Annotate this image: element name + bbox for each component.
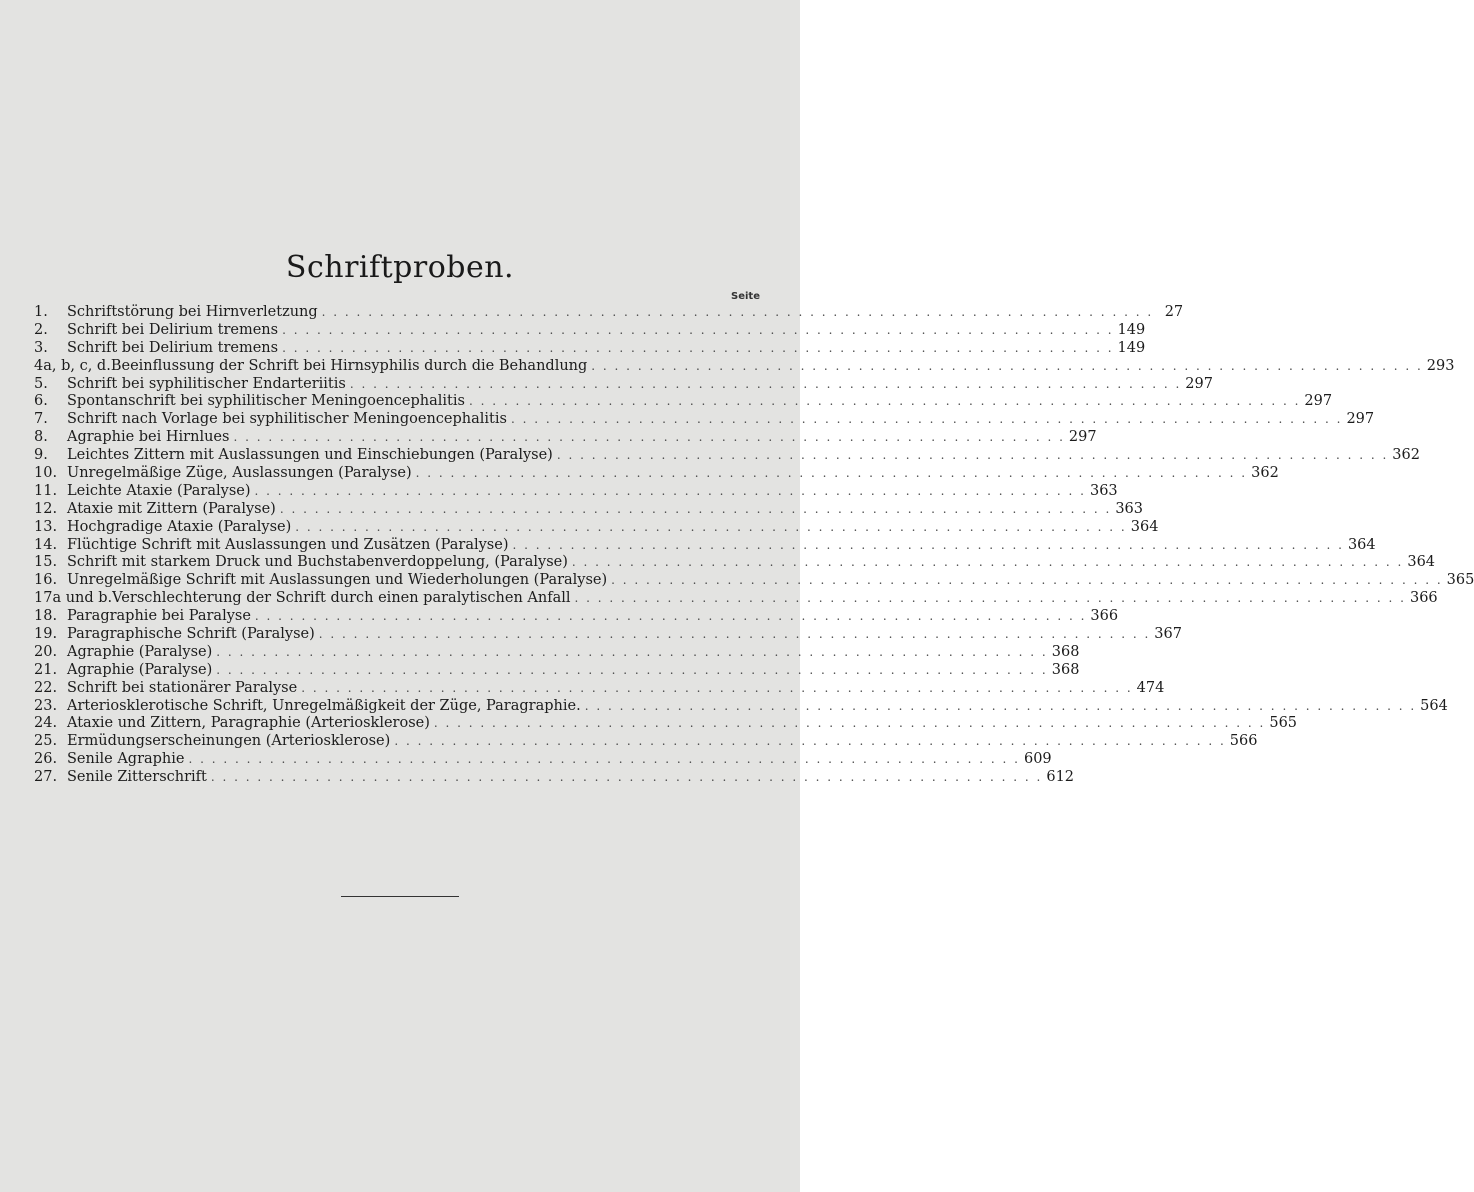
dot-leader xyxy=(511,411,1342,429)
dot-leader xyxy=(255,608,1086,626)
entry-page: 297 xyxy=(1346,411,1375,428)
list-item xyxy=(34,518,1159,537)
entry-number: 12. xyxy=(34,500,58,517)
list-item xyxy=(34,643,1080,662)
entry-number: 7. xyxy=(34,411,48,428)
dot-leader xyxy=(557,447,1388,465)
entry-text: Unregelmäßige Schrift mit Auslassungen und Wiederholungen (Paralyse) xyxy=(67,572,608,589)
list-item xyxy=(34,447,1420,465)
page-column-header: Seite xyxy=(731,291,760,302)
entry-text: Hochgradige Ataxie (Paralyse) xyxy=(67,518,292,535)
entry-number: 1. xyxy=(34,304,48,320)
list-item xyxy=(34,572,1474,590)
entry-text: Leichte Ataxie (Paralyse) xyxy=(67,482,251,499)
entry-text: Schrift bei Delirium tremens xyxy=(67,321,279,338)
dot-leader xyxy=(211,769,1042,787)
entry-number: 3. xyxy=(34,339,48,356)
list-item xyxy=(34,465,1279,483)
entry-page: 564 xyxy=(1420,697,1448,714)
dot-leader xyxy=(301,680,1132,698)
dot-leader xyxy=(322,304,1153,322)
entry-number: 2. xyxy=(34,321,48,338)
entry-page: 366 xyxy=(1409,590,1438,607)
entry-number: 16. xyxy=(34,572,58,589)
entry-text: Arteriosklerotische Schrift, Unregelmäßigkeit der Züge, Paragraphie. xyxy=(67,697,581,714)
entry-number: 15. xyxy=(34,554,58,571)
list-item xyxy=(34,321,1146,340)
contents-list xyxy=(34,304,1474,787)
entry-number: 6. xyxy=(34,393,48,410)
list-item xyxy=(34,769,1075,787)
entry-text: Agraphie (Paralyse) xyxy=(67,643,213,660)
list-item xyxy=(34,554,1436,572)
dot-leader xyxy=(512,537,1343,555)
entry-page: 362 xyxy=(1392,447,1420,464)
entry-number: 25. xyxy=(34,733,58,750)
list-item xyxy=(34,751,1052,769)
entry-page: 368 xyxy=(1051,643,1080,660)
dot-leader xyxy=(280,501,1111,519)
list-item xyxy=(34,500,1143,519)
entry-number: 24. xyxy=(34,715,58,732)
list-item xyxy=(34,661,1080,680)
entry-number: 20. xyxy=(34,643,58,660)
dot-leader xyxy=(189,751,1020,769)
dot-leader xyxy=(416,465,1247,483)
entry-number: 14. xyxy=(34,536,58,553)
section-divider xyxy=(341,896,459,897)
entry-text: Schriftstörung bei Hirnverletzung xyxy=(67,304,318,320)
dot-leader xyxy=(572,554,1403,572)
list-item xyxy=(34,375,1213,394)
dot-leader xyxy=(216,662,1047,680)
entry-page: 363 xyxy=(1115,500,1143,517)
entry-text: Ataxie und Zittern, Paragraphie (Arteriosklerose) xyxy=(67,715,430,732)
entry-page: 297 xyxy=(1185,375,1213,392)
entry-text: Unregelmäßige Züge, Auslassungen (Paralyse) xyxy=(67,465,412,482)
entry-page: 364 xyxy=(1407,554,1436,571)
entry-number: 17a und b. xyxy=(34,590,113,607)
list-item xyxy=(34,429,1097,447)
entry-text: Senile Agraphie xyxy=(67,751,185,768)
list-item xyxy=(34,393,1333,411)
dot-leader xyxy=(282,340,1113,358)
dot-leader xyxy=(394,733,1225,751)
entry-text: Agraphie bei Hirnlues xyxy=(67,429,230,446)
list-item xyxy=(34,679,1165,698)
entry-page: 565 xyxy=(1269,715,1298,732)
entry-number: 22. xyxy=(34,679,58,696)
entry-number: 11. xyxy=(34,482,58,499)
list-item xyxy=(34,339,1146,358)
list-item xyxy=(34,697,1448,716)
entry-page: 474 xyxy=(1136,679,1165,696)
entry-number: 23. xyxy=(34,697,58,714)
entry-page: 609 xyxy=(1023,751,1052,768)
list-item xyxy=(34,733,1258,751)
entry-text: Ermüdungserscheinungen (Arteriosklerose) xyxy=(67,733,391,750)
entry-page: 363 xyxy=(1089,482,1118,499)
dot-leader xyxy=(591,358,1422,376)
entry-text: Flüchtige Schrift mit Auslassungen und Zusätzen (Paralyse) xyxy=(67,536,509,553)
list-item xyxy=(34,536,1376,555)
entry-number: 18. xyxy=(34,608,58,625)
entry-number: 27. xyxy=(34,769,58,786)
entry-text: Schrift mit starkem Druck und Buchstabenverdoppelung, (Paralyse) xyxy=(67,554,568,571)
dot-leader xyxy=(611,572,1442,590)
entry-number: 9. xyxy=(34,447,48,464)
entry-text: Agraphie (Paralyse) xyxy=(67,661,213,678)
entry-page: 149 xyxy=(1117,339,1146,356)
entry-text: Schrift bei stationärer Paralyse xyxy=(67,679,298,696)
dot-leader xyxy=(585,698,1416,716)
list-item xyxy=(34,304,1184,322)
list-item xyxy=(34,590,1438,608)
entry-page: 366 xyxy=(1090,608,1119,625)
entry-text: Leichtes Zittern mit Auslassungen und Einschiebungen (Paralyse) xyxy=(67,447,553,464)
list-item xyxy=(34,357,1455,376)
dot-leader xyxy=(282,322,1113,340)
entry-text: Schrift bei Delirium tremens xyxy=(67,339,279,356)
entry-number: 26. xyxy=(34,751,58,768)
entry-text: Schrift bei syphilitischer Endarteriitis xyxy=(67,375,346,392)
list-item xyxy=(34,715,1298,733)
entry-text: Senile Zitterschrift xyxy=(67,769,207,786)
dot-leader xyxy=(434,715,1265,733)
entry-number: 8. xyxy=(34,429,48,446)
entry-text: Schrift nach Vorlage bei syphilitischer Meningoencephalitis xyxy=(67,411,507,428)
dot-leader xyxy=(319,626,1150,644)
entry-page: 364 xyxy=(1347,536,1376,553)
list-item xyxy=(34,626,1182,644)
entry-number: 21. xyxy=(34,661,58,678)
dot-leader xyxy=(469,393,1300,411)
entry-text: Paragraphie bei Paralyse xyxy=(67,608,251,625)
entry-number: 5. xyxy=(34,375,48,392)
dot-leader xyxy=(350,376,1181,394)
entry-text: Ataxie mit Zittern (Paralyse) xyxy=(67,500,276,517)
entry-text: Beeinflussung der Schrift bei Hirnsyphilis durch die Behandlung xyxy=(110,357,588,374)
entry-number: 10. xyxy=(34,465,58,482)
entry-page: 566 xyxy=(1229,733,1258,750)
dot-leader xyxy=(295,519,1126,537)
entry-page: 364 xyxy=(1130,518,1159,535)
entry-page: 362 xyxy=(1251,465,1279,482)
entry-page: 149 xyxy=(1117,321,1146,338)
entry-number: 19. xyxy=(34,626,58,643)
entry-text: Paragraphische Schrift (Paralyse) xyxy=(67,626,315,643)
dot-leader xyxy=(216,644,1047,662)
entry-page: 293 xyxy=(1426,357,1455,374)
list-item xyxy=(34,608,1119,626)
entry-page: 297 xyxy=(1068,429,1097,446)
entry-page: 297 xyxy=(1304,393,1333,410)
dot-leader xyxy=(255,483,1086,501)
page-title: Schriftproben. xyxy=(285,250,515,285)
dot-leader xyxy=(575,590,1406,608)
list-item xyxy=(34,482,1118,501)
entry-text: Spontanschrift bei syphilitischer Meningoencephalitis xyxy=(67,393,465,410)
entry-text: Verschlechterung der Schrift durch einen paralytischen Anfall xyxy=(112,590,571,607)
list-item xyxy=(34,411,1375,429)
entry-number: 4a, b, c, d. xyxy=(34,357,111,374)
entry-page: 27 xyxy=(1164,304,1184,320)
entry-page: 367 xyxy=(1154,626,1182,643)
entry-page: 612 xyxy=(1046,769,1075,786)
entry-page: 368 xyxy=(1051,661,1080,678)
entry-page: 365 xyxy=(1446,572,1474,589)
entry-number: 13. xyxy=(34,518,58,535)
dot-leader xyxy=(233,429,1064,447)
